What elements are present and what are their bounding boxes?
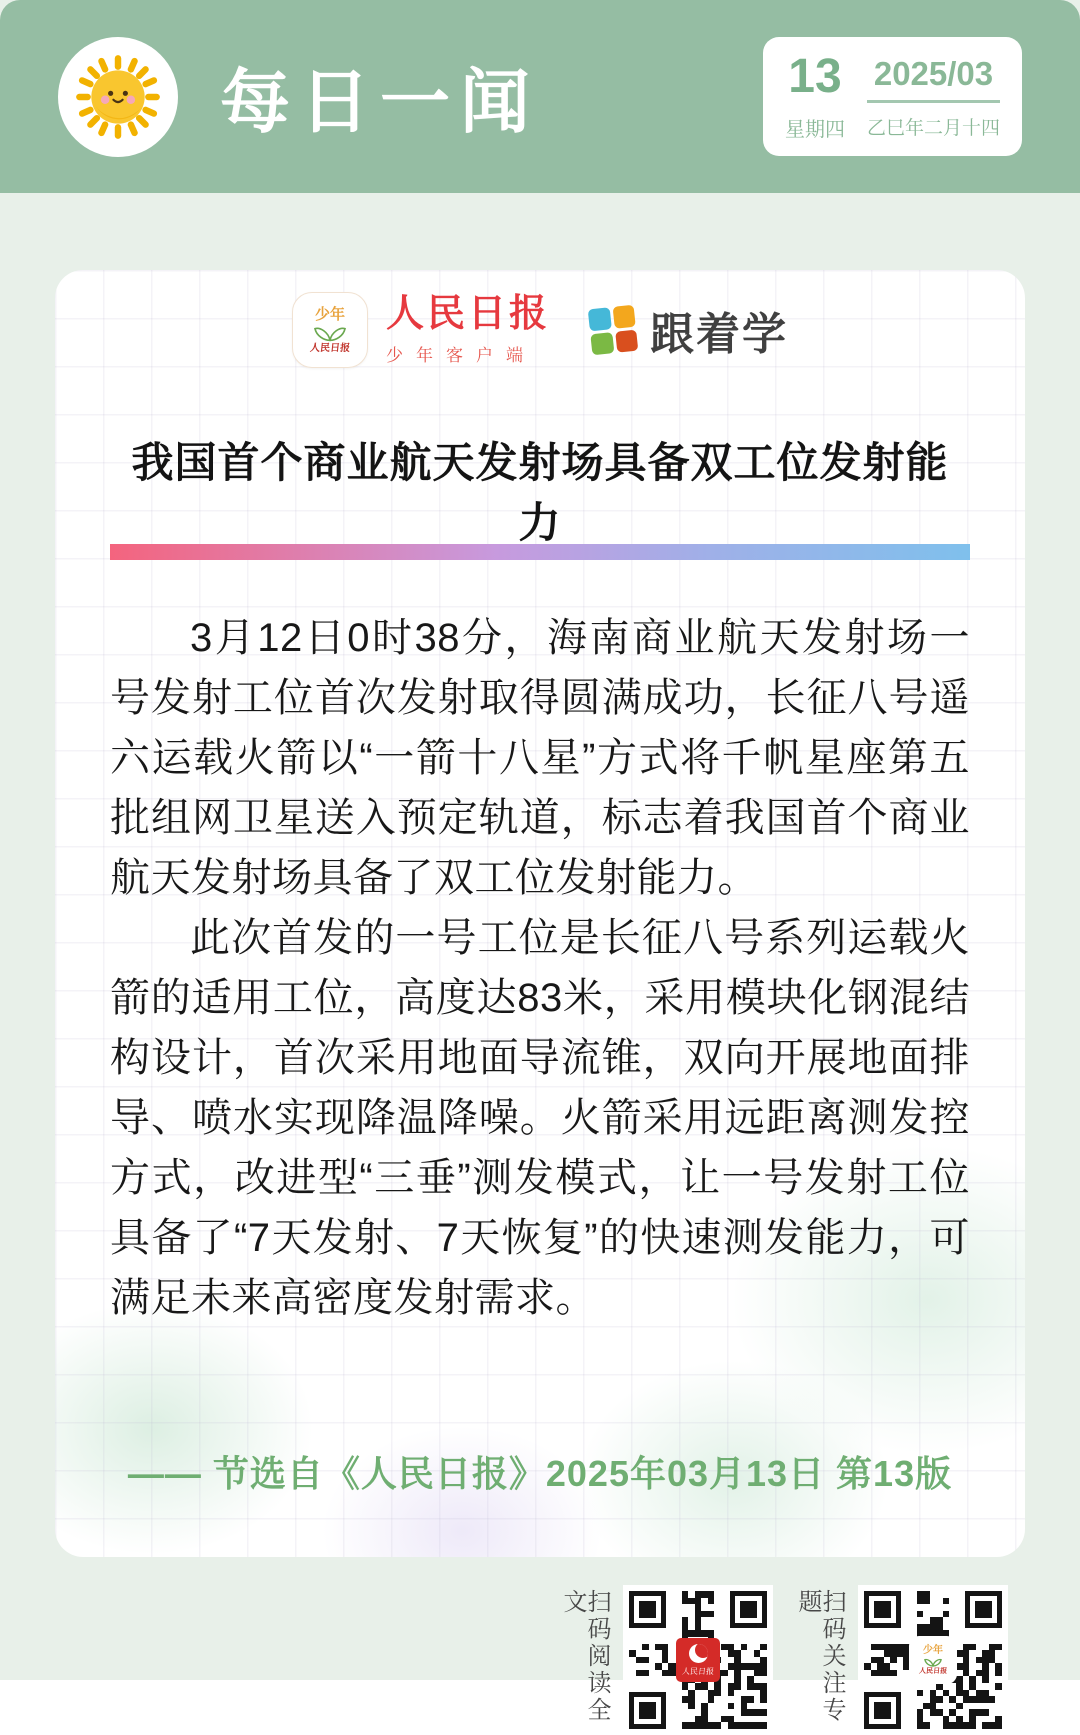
follow-brand-label: 跟着学: [650, 310, 788, 359]
article-headline: 我国首个商业航天发射场具备双工位发射能力: [110, 430, 970, 560]
qr-finder-icon: [629, 1692, 666, 1729]
sprout-icon: [924, 1656, 942, 1667]
qr-finder-icon: [864, 1692, 901, 1729]
article-paragraph: 此次首发的一号工位是长征八号系列运载火箭的适用工位，高度达83米，采用模块化钢混结构设计，首次采用地面导流锥，双向开展地面排导、喷水实现降温降噪。火箭采用远距离测发控方式，改进型“三垂”测发模式，让一号发射工位具备了“7天发射、7天恢复”的快速测发能力，可满足未来高密度发射需求。: [110, 916, 970, 1320]
youth-app-mini-top-label: 少年: [923, 1644, 943, 1656]
date-weekday: 星期四: [784, 119, 845, 141]
people-daily-youth-brand: [292, 292, 550, 368]
qr-code-follow-topic: [858, 1585, 1008, 1735]
swirl-icon: [689, 1644, 708, 1663]
sun-icon-graphic: [72, 51, 164, 143]
date-card: [763, 37, 1022, 156]
qr-finder-icon: [730, 1591, 767, 1628]
qr-group-read: [560, 1585, 773, 1735]
qr-finder-icon: [965, 1591, 1002, 1628]
qr-finder-icon: [629, 1591, 666, 1628]
youth-app-icon-bottom-label: 人民日报: [309, 342, 351, 354]
qr-footer: [0, 1557, 1080, 1735]
people-daily-app-logo: [676, 1638, 720, 1682]
colored-tiles-icon: [588, 305, 639, 356]
follow-learn-brand: [590, 298, 788, 362]
qr-read-label: 扫码阅读全文: [559, 1589, 610, 1724]
youth-app-icon: [292, 292, 368, 368]
qr-finder-icon: [864, 1591, 901, 1628]
brand-logo-row: [110, 286, 970, 368]
qr-code-read-article: [623, 1585, 773, 1735]
qr-group-follow: [795, 1585, 1008, 1735]
article-body: [110, 608, 970, 1328]
sprout-icon: [313, 322, 347, 342]
source-attribution: —— 节选自《人民日报》2025年03月13日 第13版: [127, 1453, 953, 1494]
youth-app-mini-logo: [909, 1636, 957, 1684]
masthead-subtitle: 少年客户端: [385, 346, 536, 366]
masthead-title: 人民日报: [385, 292, 550, 335]
date-lunar: 乙巳年二月十四: [866, 118, 1000, 139]
qr-follow-label: 扫码关注专题: [794, 1589, 845, 1724]
date-day: 13: [788, 50, 842, 103]
youth-app-icon-top-label: 少年: [314, 305, 345, 323]
article-paragraph: 3月12日0时38分，海南商业航天发射场一号发射工位首次发射取得圆满成功，长征八号遥六运载火箭以“一箭十八星”方式将千帆星座第五批组网卫星送入预定轨道，标志着我国首个商业航天发射场具备了双工位发射能力。: [110, 616, 970, 900]
page-title: 每日一闻: [220, 63, 540, 141]
qr-logo-caption: 人民日报: [681, 1666, 715, 1676]
sun-icon: [58, 37, 178, 157]
main-area: [0, 193, 1080, 1557]
youth-app-mini-bottom-label: 人民日报: [918, 1667, 948, 1675]
article-card: [55, 270, 1025, 1557]
header-banner: [0, 0, 1080, 193]
date-month: 2025/03: [867, 53, 1000, 103]
